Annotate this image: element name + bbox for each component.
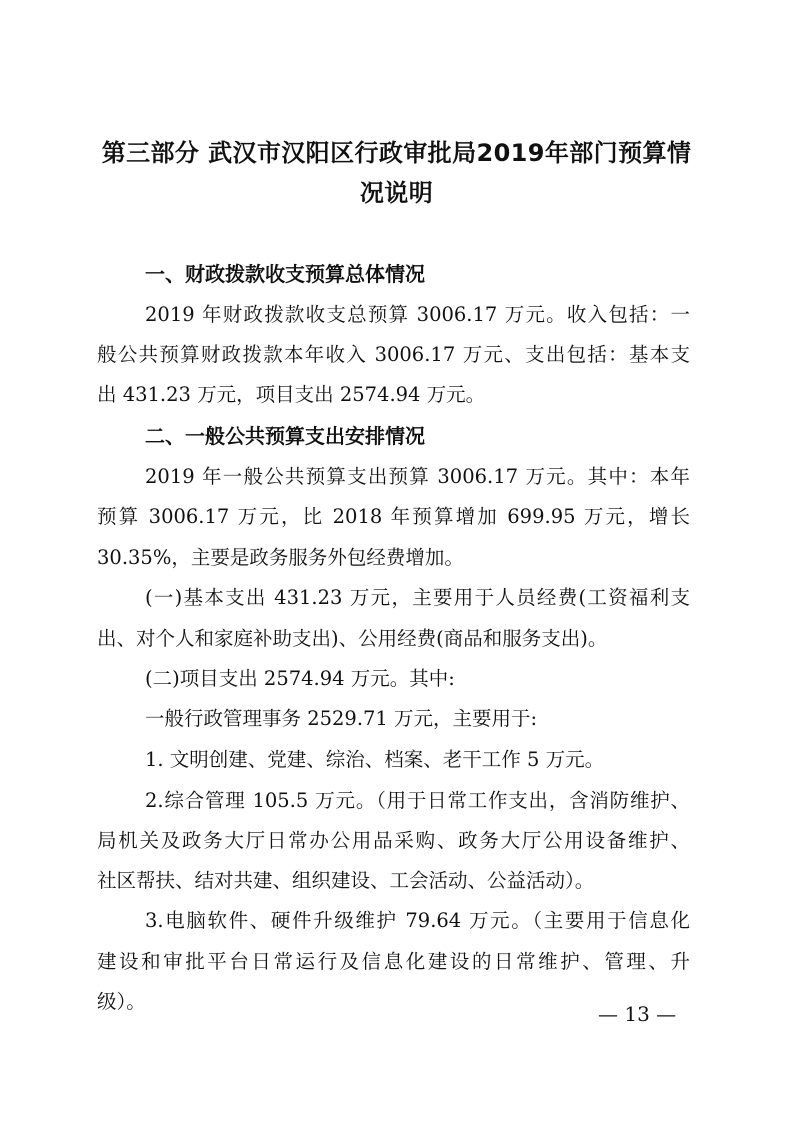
section-2-line-2: 预算 3006.17 万元，比 2018 年预算增加 699.95 万元，增长 — [97, 505, 690, 528]
basic-expenditure-line-1: (一)基本支出 431.23 万元，主要用于人员经费(工资福利支 — [145, 586, 690, 609]
list-item-2-line-1: 2.综合管理 105.5 万元。（用于日常工作支出，含消防维护、 — [145, 789, 690, 812]
section-1-line-3: 出 431.23 万元，项目支出 2574.94 万元。 — [97, 383, 486, 406]
title-line-2: 况说明 — [359, 179, 434, 207]
page-title — [100, 133, 693, 213]
page-number: — 13 — — [598, 1002, 677, 1026]
list-item-3-line-2: 建设和审批平台日常运行及信息化建设的日常维护、管理、升 — [97, 950, 690, 973]
section-2-line-1: 2019 年一般公共预算支出预算 3006.17 万元。其中：本年 — [145, 465, 690, 488]
section-1-line-2: 般公共预算财政拨款本年收入 3006.17 万元、支出包括：基本支 — [97, 343, 690, 366]
list-item-1: 1. 文明创建、党建、综治、档案、老干工作 5 万元。 — [145, 748, 605, 771]
general-admin-line: 一般行政管理事务 2529.71 万元，主要用于: — [145, 707, 538, 730]
list-item-2-line-3: 社区帮扶、结对共建、组织建设、工会活动、公益活动）。 — [97, 869, 595, 892]
list-item-3-line-1: 3.电脑软件、硬件升级维护 79.64 万元。（主要用于信息化 — [145, 909, 690, 932]
section-1-line-1: 2019 年财政拨款收支总预算 3006.17 万元。收入包括：一 — [145, 303, 690, 326]
list-item-3-line-3: 级）。 — [97, 990, 146, 1013]
section-2-heading: 二、一般公共预算支出安排情况 — [145, 424, 425, 448]
title-line-1: 第三部分 武汉市汉阳区行政审批局2019年部门预算情 — [101, 139, 692, 167]
section-1-heading: 一、财政拨款收支预算总体情况 — [145, 262, 425, 286]
basic-expenditure-line-2: 出、对个人和家庭补助支出)、公用经费(商品和服务支出)。 — [97, 627, 608, 650]
project-expenditure-line: (二)项目支出 2574.94 万元。其中: — [145, 667, 455, 690]
section-2-line-3: 30.35%，主要是政务服务外包经费增加。 — [97, 546, 464, 569]
list-item-2-line-2: 局机关及政务大厅日常办公用品采购、政务大厅公用设备维护、 — [97, 829, 690, 852]
